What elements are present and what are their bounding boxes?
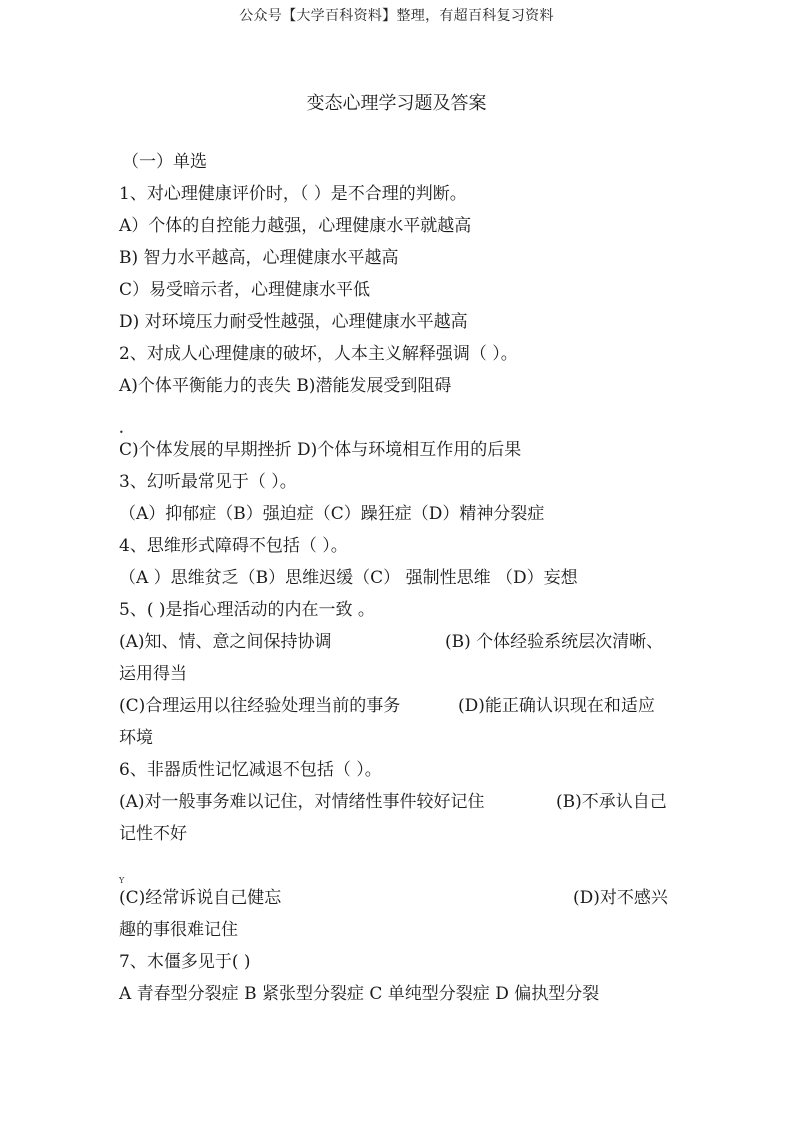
question-2-options-ab: A)个体平衡能力的丧失 B)潜能发展受到阻碍 <box>119 376 452 396</box>
question-5-option-b: (B) 个体经验系统层次清晰、 <box>445 632 664 652</box>
question-5-option-d-continued: 环境 <box>119 728 153 748</box>
question-2-stem: 2、对成人心理健康的破坏，人本主义解释强调（ ）。 <box>119 344 518 364</box>
question-1-option-c: C）易受暗示者，心理健康水平低 <box>119 280 371 300</box>
header-note: 公众号【大学百科资料】整理，有超百科复习资料 <box>239 8 554 24</box>
question-1-option-b: B) 智力水平越高，心理健康水平越高 <box>119 248 399 268</box>
question-5-option-a: (A)知、情、意之间保持协调 <box>119 632 332 652</box>
question-6-option-d-continued: 趣的事很难记住 <box>119 920 238 940</box>
question-6-stem: 6、非器质性记忆减退不包括（ ）。 <box>119 760 382 780</box>
question-1-option-d: D) 对环境压力耐受性越强，心理健康水平越高 <box>119 312 468 332</box>
question-1-stem: 1、对心理健康评价时，（ ）是不合理的判断。 <box>119 184 467 204</box>
question-7-options: A 青春型分裂症 B 紧张型分裂症 C 单纯型分裂症 D 偏执型分裂 <box>119 984 600 1004</box>
question-6-option-a: (A)对一般事务难以记住，对情绪性事件较好记住 <box>119 792 485 812</box>
stray-dot-mark: • <box>119 428 124 437</box>
question-7-stem: 7、木僵多见于( ) <box>119 952 251 972</box>
question-2-options-cd: C)个体发展的早期挫折 D)个体与环境相互作用的后果 <box>119 440 522 460</box>
question-5-option-d: (D)能正确认识现在和适应 <box>458 696 655 716</box>
question-3-options: （A）抑郁症（B）强迫症（C）躁狂症（D）精神分裂症 <box>119 504 545 524</box>
question-5-row-cd <box>119 695 675 717</box>
question-6-row-cd <box>119 887 675 909</box>
question-4-stem: 4、思维形式障碍不包括（ ）。 <box>119 536 348 556</box>
page-title: 变态心理学习题及答案 <box>306 93 487 114</box>
question-1-option-a: A）个体的自控能力越强，心理健康水平就越高 <box>119 216 472 236</box>
question-5-option-b-continued: 运用得当 <box>119 664 187 684</box>
question-3-stem: 3、幻听最常见于（ ）。 <box>119 472 297 492</box>
question-6-option-b: (B)不承认自己 <box>556 792 667 812</box>
question-5-row-ab <box>119 631 675 653</box>
question-6-option-d: (D)对不感兴 <box>573 888 668 908</box>
question-6-option-c: (C)经常诉说自己健忘 <box>119 888 282 908</box>
question-6-row-ab <box>119 791 675 813</box>
question-5-option-c: (C)合理运用以往经验处理当前的事务 <box>119 696 401 716</box>
question-4-options: （A ）思维贫乏（B）思维迟缓（C） 强制性思维 （D）妄想 <box>119 568 578 588</box>
question-6-option-b-continued: 记性不好 <box>119 824 187 844</box>
section-heading: （一）单选 <box>122 152 207 172</box>
question-5-stem: 5、( )是指心理活动的内在一致 。 <box>119 600 375 620</box>
stray-y-mark: Y <box>119 876 125 885</box>
